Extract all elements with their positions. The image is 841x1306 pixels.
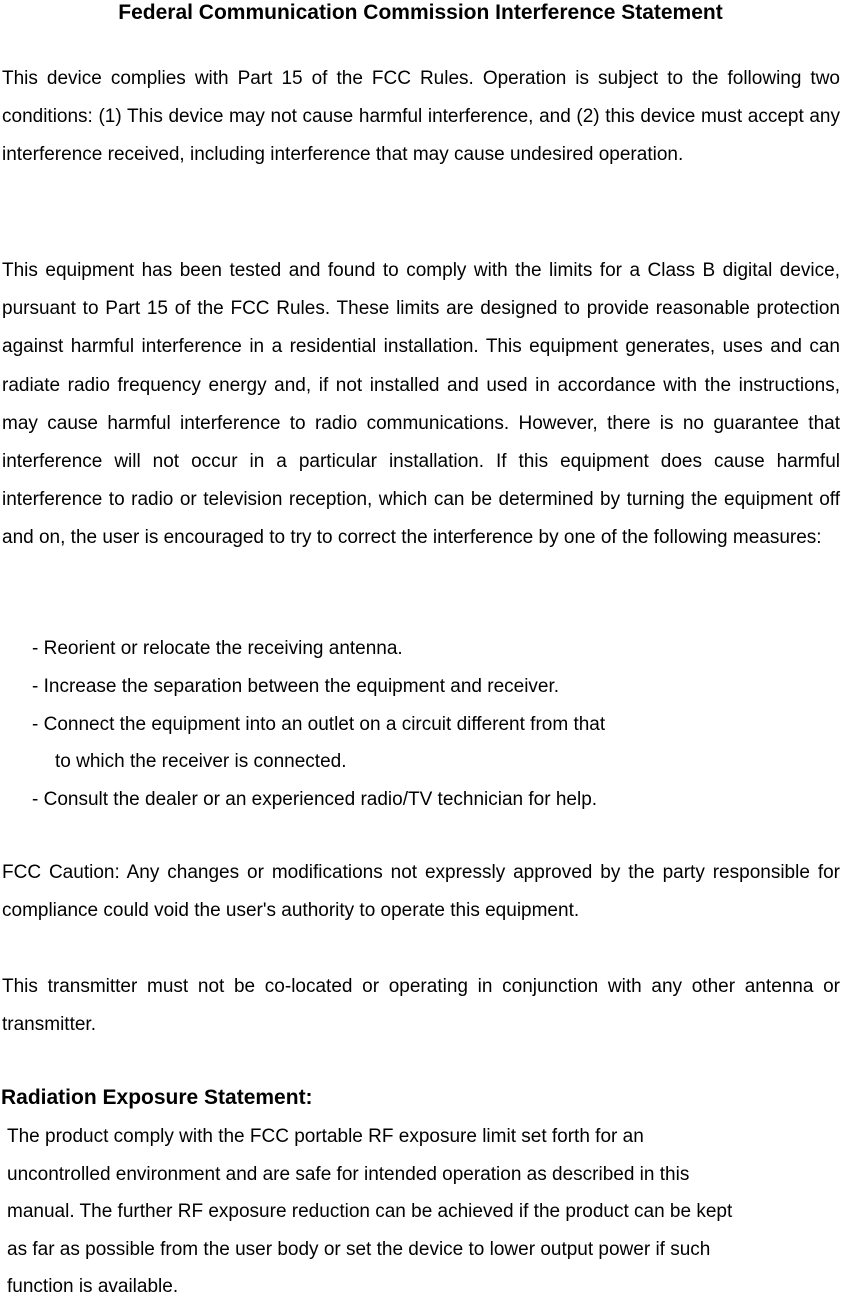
transmitter-paragraph: This transmitter must not be co-located or operating in conjunction with any other antenna or transmitter.	[2, 976, 840, 1036]
list-item: - Connect the equipment into an outlet on a circuit different from that	[32, 713, 606, 735]
radiation-statement	[7, 1118, 841, 1306]
document-title: Federal Communication Commission Interference Statement	[118, 1, 723, 24]
radiation-line: function is available.	[7, 1276, 179, 1298]
list-item-continuation: to which the receiver is connected.	[55, 751, 347, 773]
list-item: - Consult the dealer or an experienced radio/TV technician for help.	[32, 789, 598, 811]
list-item: - Reorient or relocate the receiving antenna.	[32, 638, 403, 659]
radiation-heading: Radiation Exposure Statement:	[1, 1086, 313, 1109]
list-item: - Increase the separation between the equipment and receiver.	[32, 675, 560, 697]
measures-list	[0, 630, 841, 819]
radiation-line: uncontrolled environment and are safe for intended operation as described in this	[7, 1163, 690, 1185]
radiation-line: manual. The further RF exposure reduction can be achieved if the product can be kept	[7, 1201, 733, 1223]
radiation-line: as far as possible from the user body or set the device to lower output power if such	[7, 1238, 711, 1260]
class-b-paragraph: This equipment has been tested and found to comply with the limits for a Class B digital device, pursuant to Part 15 of the FCC Rules. These limits are designed to provide reasonable protection against harmful interference in a residential installation. This equipment generates, uses and can radiate radio frequency energy and, if not installed and used in accordance with the instructions, may cause harmful interference to radio communications. However, there is no guarantee that interference will not occur in a particular installation. If this equipment does cause harmful interference to radio or television reception, which can be determined by turning the equipment off and on, the user is encouraged to try to correct the interference by one of the following measures:	[2, 260, 840, 549]
radiation-line: The product comply with the FCC portable RF exposure limit set forth for an	[7, 1126, 644, 1147]
compliance-paragraph: This device complies with Part 15 of the FCC Rules. Operation is subject to the following two conditions: (1) This device may not cause harmful interference, and (2) this device must accept any interference received, including interference that may cause undesired operation.	[2, 68, 840, 166]
fcc-caution-paragraph: FCC Caution: Any changes or modifications not expressly approved by the party responsible for compliance could void the user's authority to operate this equipment.	[2, 862, 840, 922]
